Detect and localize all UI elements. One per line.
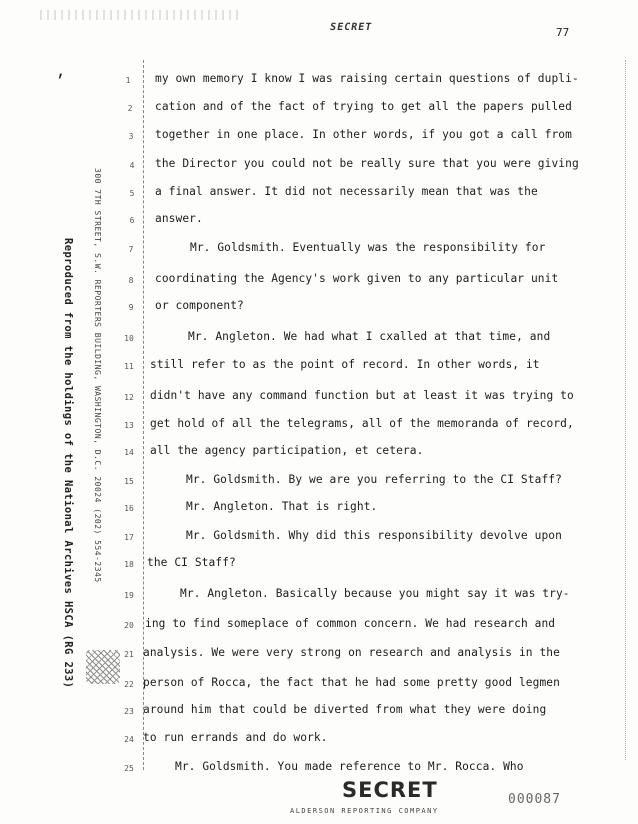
line-number: 12 [124,393,134,402]
transcript-line: a final answer. It did not necessarily mean that was the [155,185,538,198]
page-number: 77 [556,26,570,39]
header-secret-mark: SECRET [329,22,374,33]
ink-stamp-icon [86,650,120,684]
transcript-line: person of Rocca, the fact that he had some pretty good legmen [143,676,560,689]
document-id: 000087 [508,792,561,807]
transcript-line: together in one place. In other words, if you got a call from [155,128,572,141]
transcript-line: cation and of the fact of trying to get all the papers pulled [155,100,572,113]
footer-secret-stamp: SECRET [342,778,438,802]
binder-hook-icon: ⸴ [58,60,64,84]
line-number: 19 [124,591,134,600]
line-number: 9 [128,303,134,312]
reporter-address: 300 7TH STREET, S.W. REPORTERS BUILDING, WASHINGTON, D.C. 20024 (202) 554-2345 [93,168,102,583]
transcript-line: the Director you could not be really sure that you were giving [155,157,579,170]
top-smudge [40,10,240,20]
line-number: 23 [124,707,134,716]
line-number: 7 [128,245,134,254]
line-number: 14 [124,448,134,457]
margin-rule [143,60,144,770]
line-number: 16 [124,504,134,513]
transcript-line: Mr. Goldsmith. Why did this responsibility devolve upon [186,529,562,542]
transcript-line: Mr. Angleton. We had what I cxalled at that time, and [188,330,551,343]
line-number: 11 [124,362,134,371]
line-number: 6 [129,216,135,225]
line-number: 5 [129,189,135,198]
transcript-line: Mr. Goldsmith. You made reference to Mr. Rocca. Who [175,760,524,773]
line-number: 21 [124,650,134,659]
line-number: 25 [124,764,134,773]
line-number: 2 [127,104,133,113]
transcript-line: answer. [155,212,203,225]
transcript-line: didn't have any command function but at least it was trying to [150,389,574,402]
transcript-line: to run errands and do work. [143,731,328,744]
line-number: 10 [124,334,134,343]
line-number: 3 [128,132,134,141]
transcript-line: or component? [155,299,244,312]
archive-reproduction-notice: Reproduced from the holdings of the National Archives HSCA (RG 233) [62,238,74,689]
transcript-line: my own memory I know I was raising certain questions of dupli- [155,72,579,85]
transcript-line: ing to find someplace of common concern. We had research and [145,617,556,630]
right-margin-rule [625,60,626,760]
line-number: 24 [124,735,134,744]
reporting-company: ALDERSON REPORTING COMPANY [290,807,439,815]
transcript-line: all the agency participation, et cetera. [150,444,424,457]
line-number: 8 [128,276,134,285]
transcript-line: Mr. Angleton. That is right. [186,500,378,513]
line-number: 13 [124,421,134,430]
transcript-line: Mr. Angleton. Basically because you might say it was try- [180,587,570,600]
line-number: 4 [129,161,135,170]
line-number: 15 [124,477,134,486]
line-number: 20 [124,621,134,630]
transcript-line: around him that could be diverted from what they were doing [143,703,547,716]
transcript-line: get hold of all the telegrams, all of the memoranda of record, [150,417,574,430]
line-number: 18 [124,560,134,569]
transcript-line: coordinating the Agency's work given to any particular unit [155,272,559,285]
line-number: 1 [125,76,131,85]
transcript-line: Mr. Goldsmith. Eventually was the responsibility for [190,241,546,254]
line-number: 17 [124,533,134,542]
transcript-line: Mr. Goldsmith. By we are you referring to the CI Staff? [186,473,562,486]
transcript-line: analysis. We were very strong on research and analysis in the [143,646,560,659]
transcript-line: the CI Staff? [147,556,236,569]
transcript-line: still refer to as the point of record. In other words, it [150,358,540,371]
line-number: 22 [124,680,134,689]
